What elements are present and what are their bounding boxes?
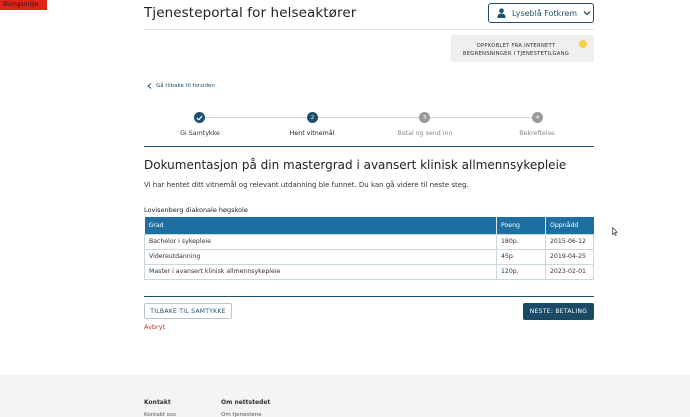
chevron-left-icon: [147, 83, 152, 89]
step-4-circle: 4: [532, 112, 543, 123]
footer-about-title: Om nettstedet: [221, 399, 271, 406]
status-indicator-dot: [579, 40, 587, 48]
step-connector: [318, 117, 419, 118]
table-row: [145, 249, 594, 264]
cell-date: 2015-06-12: [546, 234, 594, 249]
step-4-label: Bekreftelse: [519, 130, 555, 137]
cell-grade: Bachelor i sykepleie: [145, 234, 497, 249]
school-name: Lovisenberg diakonale høgskole: [144, 206, 248, 214]
cell-points: 180p.: [497, 234, 546, 249]
column-header-date: Oppnådd: [546, 217, 594, 234]
footer: [0, 375, 690, 417]
mouse-cursor-icon: [612, 227, 618, 236]
abort-link[interactable]: Avbryt: [144, 323, 166, 331]
column-header-grade: Grad: [145, 217, 497, 234]
footer-about-link[interactable]: Om tjenestene: [221, 412, 262, 417]
table-row: [145, 264, 594, 279]
cell-points: 120p.: [497, 264, 546, 279]
person-icon: [497, 8, 506, 18]
next-payment-button[interactable]: NESTE: BETALING: [523, 303, 594, 320]
steps-divider: [144, 146, 594, 147]
cell-date: 2019-04-25: [546, 249, 594, 264]
footer-contact-title: Kontakt: [144, 399, 171, 406]
page-title: Tjenesteportal for helseaktører: [144, 5, 357, 21]
footer-contact-link[interactable]: Kontakt oss: [144, 412, 176, 417]
connection-status-box: [451, 35, 594, 62]
grades-table: [144, 217, 594, 280]
cell-grade: Videreutdanning: [145, 249, 497, 264]
step-3-circle: 3: [419, 112, 430, 123]
step-1-done-icon: [194, 112, 205, 123]
step-connector: [430, 117, 532, 118]
chevron-down-icon: [583, 10, 591, 16]
table-row: [145, 234, 594, 249]
document-title: Dokumentasjon på din mastergrad i avansert klinisk allmennsykepleie: [144, 158, 567, 172]
step-1-label: Gi Samtykke: [180, 130, 220, 137]
user-name: Lyseblå Fotkrem: [512, 8, 578, 18]
status-line-2: BEGRENSNINGER I TJENESTETILGANG: [462, 51, 570, 57]
header-divider: [144, 29, 594, 30]
column-header-points: Poeng: [497, 217, 546, 234]
cell-date: 2023-02-01: [546, 264, 594, 279]
step-connector: [205, 117, 307, 118]
table-header-row: [145, 217, 594, 234]
user-menu-button[interactable]: [488, 3, 594, 23]
step-2-circle: 2: [307, 112, 318, 123]
cell-points: 45p.: [497, 249, 546, 264]
back-link-label: Gå tilbake til forsiden: [156, 83, 215, 89]
environment-badge: Øvingsmiljø: [0, 0, 47, 10]
document-intro: Vi har hentet ditt vitnemål og relevant utdanning ble funnet. Du kan gå videre til neste steg.: [144, 181, 469, 189]
cell-grade: Master i avansert klinisk allmennsykepleie: [145, 264, 497, 279]
step-2-label: Hent vitnemål: [289, 130, 335, 137]
step-3-label: Betal og send inn: [397, 130, 453, 137]
check-icon: [196, 115, 203, 121]
status-line-1: OPPKOBLET FRA INTERNETT: [476, 43, 556, 49]
back-to-consent-button[interactable]: TILBAKE TIL SAMTYKKE: [144, 303, 232, 319]
back-to-home-link[interactable]: [147, 83, 215, 89]
actions-divider: [144, 296, 594, 297]
